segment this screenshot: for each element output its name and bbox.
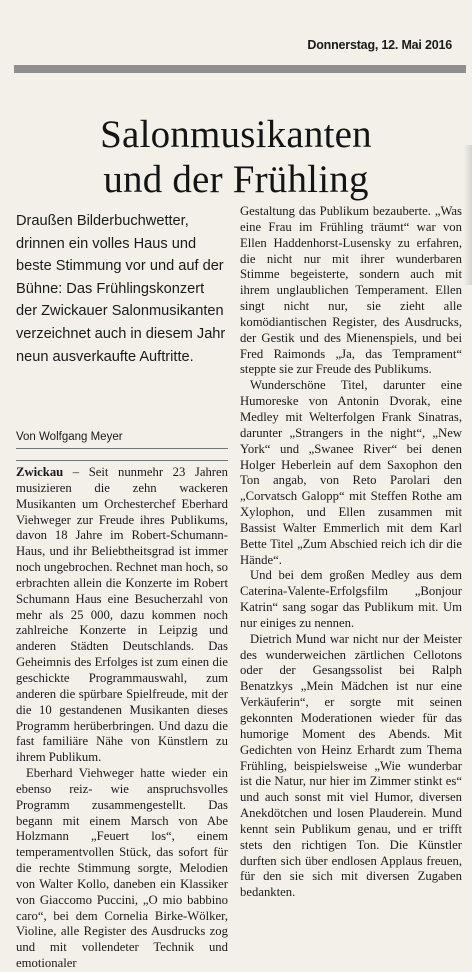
lead-paragraph: Draußen Bilderbuchwetter, drinnen ein volles Haus und beste Stimmung vor und auf der Bühne: Das Frühlingskonzert der Zwickauer Salonmusikanten verzeichnet auch in diesem Jahr neun ausverkaufte Auftritte. (16, 213, 226, 365)
article-paragraph (16, 465, 228, 766)
page-edge-shadow (464, 145, 472, 285)
article-paragraph: Und bei dem großen Medley aus dem Caterina-Valente-Erfolgsfilm „Bonjour Katrin“ sang sogar das Publikum mit. Um nur einiges zu nennen. (240, 568, 462, 630)
headline (0, 112, 472, 202)
headline-line-2: und der Frühling (103, 158, 369, 201)
article-paragraph: Eberhard Viehweger hatte wieder ein ebenso reiz- wie anspruchsvolles Programm zusammengestellt. Das begann mit einem Marsch von Abe Holzmann „Feuert los“, einem temperamentvollen Stück, das sofort für die rechte Stimmung sorgte, Melodien von Walter Kollo, daneben ein Klassiker von Giaccomo Puccini, „O mio babbino caro“, bei dem Cornelia Birke-Wölker, Violine, alle Register des Ausdrucks zog und mit vollendeter Technik und emotionaler (16, 766, 228, 971)
headline-line-1: Salonmusikanten (100, 113, 372, 156)
byline-rule-bottom (16, 460, 228, 461)
byline-rule-top (16, 448, 228, 449)
article-column-1 (16, 465, 228, 972)
author-byline: Von Wolfgang Meyer (16, 431, 123, 443)
dateline-place: Zwickau (16, 465, 64, 479)
paragraph-text: – Seit nunmehr 23 Jahren musizieren die zehn wackeren Musikanten um Orchesterchef Eberhard Viehweger zur Freude ihres Publikums, davon 18 Jahre im Robert-Schumann-Haus, und ihr Beliebtheitsgrad ist immer noch ungebrochen. Rechnet man hoch, so erbrachten allein die Konzerte im Robert Schumann Haus eine Besucherzahl von mehr als 25 000, dazu kommen noch zahlreiche Konzerte in Leipzig und anderen Städten Deutschlands. Das Geheimnis des Erfolges ist zum einen die geschickte Programmauswahl, zum anderen die spürbare Spielfreude, mit der die 10 gestandenen Musikanten dieses Programm herüberbringen. Und dazu die fast familiäre Nähe von Künstlern zu ihrem Publikum. (16, 465, 228, 765)
issue-date: Donnerstag, 12. Mai 2016 (307, 38, 452, 52)
article-paragraph: Wunderschöne Titel, darunter eine Humoreske von Antonin Dvorak, eine Medley mit Welterfolgen Frank Sinatras, darunter „Strangers in the night“, „New York“ und „Swanee River“ bei denen Holger Heberlein auf dem Saxophon den Ton angab, von Reto Parolari den „Corvatsch Galopp“ mit Steffen Rothe am Xylophon, und Ellen zusammen mit Bassist Walter Emmerlich mit dem Karl Bette Titel „Zum Abschied reich ich dir die Hände“. (240, 378, 462, 567)
article-column-2 (240, 204, 462, 901)
section-rule (14, 65, 466, 73)
article-paragraph: Gestaltung das Publikum bezauberte. „Was eine Frau im Frühling träumt“ war von Ellen Haddenhorst-Lusensky zu erfahren, die nicht nur mit ihrer wunderbaren Stimme begeisterte, sondern auch mit ihrem unglaublichen Temperament. Ellen singt nicht nur, sie zieht alle komödiantischen Register, des Ausdrucks, der Gestik und des Mienenspiels, und bei Fred Raimonds „Ja, das Temprament“ steppte sie zur Freude des Publikums. (240, 204, 462, 377)
article-paragraph: Dietrich Mund war nicht nur der Meister des wunderweichen zärtlichen Cellotons oder der Gesangssolist bei Ralph Benatzkys „Mein Mädchen ist nur eine Verkäuferin“, er sorgte mit seinen gekonnten Moderationen wieder für das humorige Moment des Abends. Mit Gedichten von Heinz Erhardt zum Thema Frühling, beispielsweise „Wie wunderbar ist die Natur, nur hier im Zimmer stinkt es“ und auch sonst mit viel Humor, diversen Anekdötchen und losen Plauderein. Mund kennt sein Publikum genau, und er trifft stets den richtigen Ton. Die Künstler durften sich über endlosen Applaus freuen, für den sie sich mit diversen Zugaben bedankten. (240, 631, 462, 900)
